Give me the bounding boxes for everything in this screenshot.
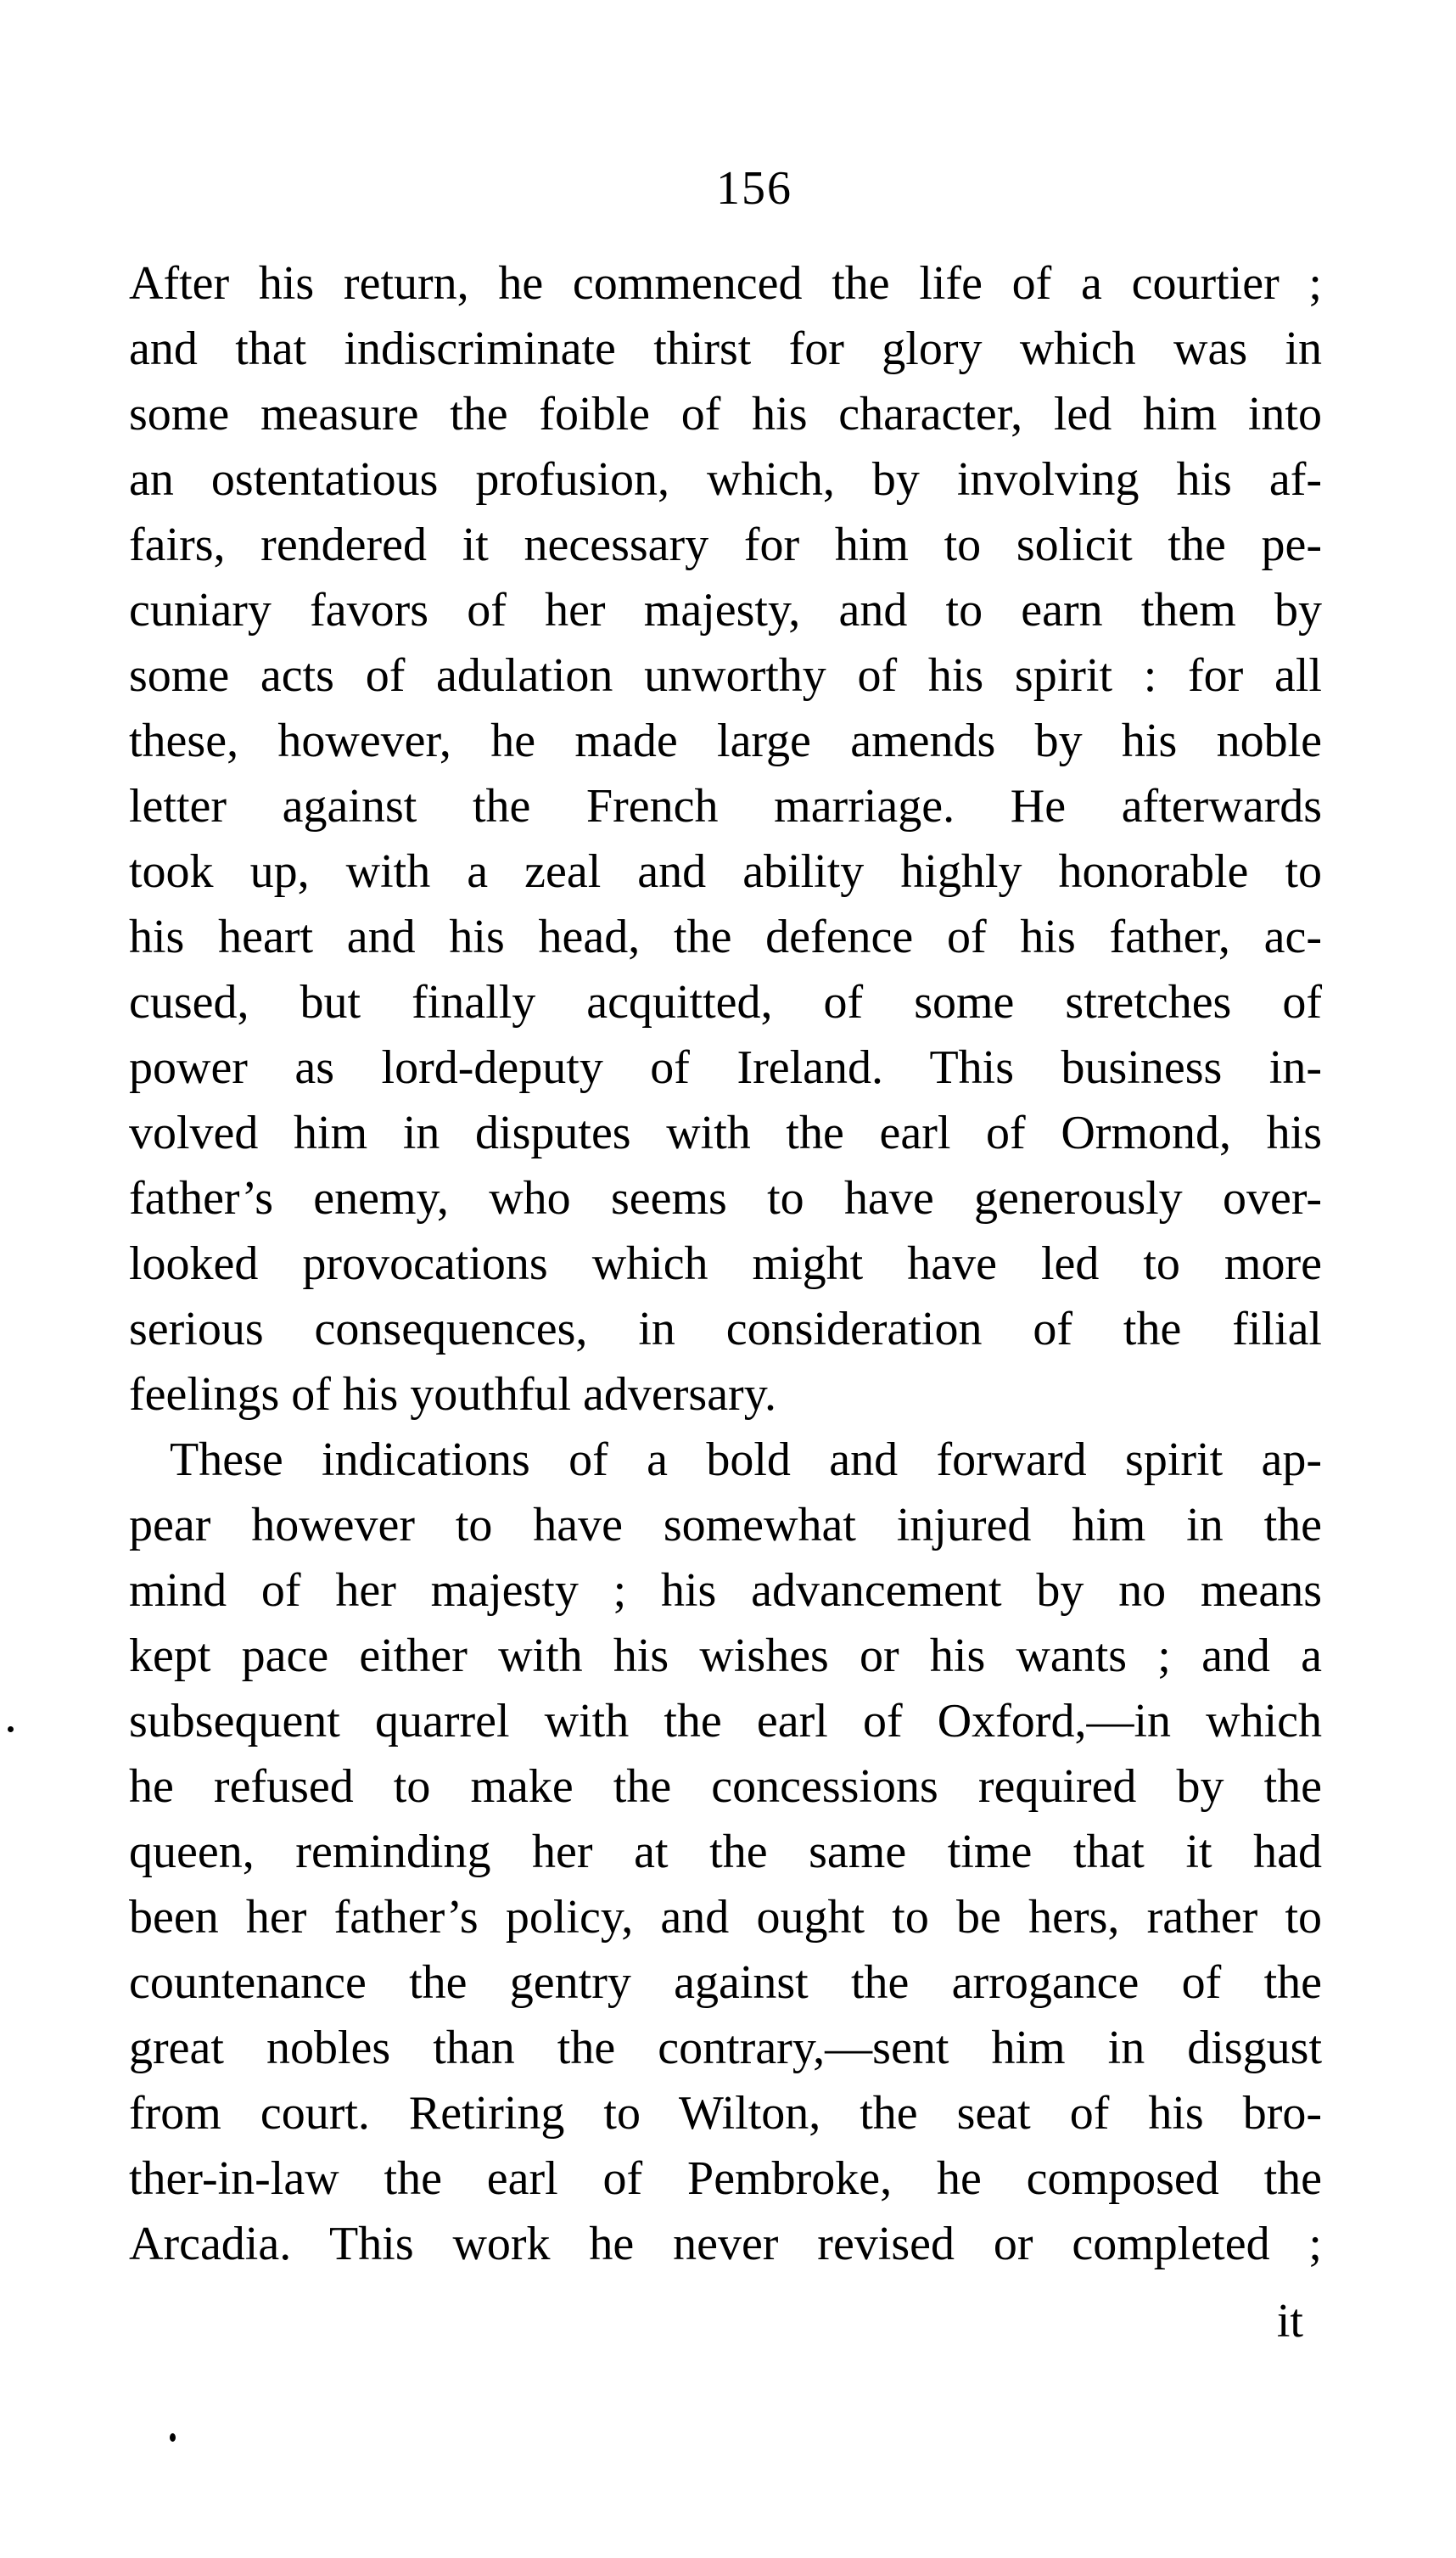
- text-line: serious consequences, in consideration of the filial: [129, 1303, 1322, 1355]
- text-line: letter against the French marriage. He afterwards: [129, 780, 1322, 833]
- text-line: his heart and his head, the defence of his father, ac-: [129, 911, 1322, 963]
- text-line: These indications of a bold and forward spirit ap-: [170, 1433, 1322, 1486]
- text-line: looked provocations which might have led to more: [129, 1237, 1322, 1290]
- text-line: power as lord-deputy of Ireland. This business in-: [129, 1041, 1322, 1094]
- text-line: kept pace either with his wishes or his wants ; and a: [129, 1630, 1322, 1682]
- text-line: Arcadia. This work he never revised or completed ;: [129, 2218, 1322, 2270]
- text-line: an ostentatious profusion, which, by involving his af-: [129, 453, 1322, 506]
- text-line: volved him in disputes with the earl of Ormond, his: [129, 1107, 1322, 1159]
- text-line: these, however, he made large amends by his noble: [129, 715, 1322, 767]
- text-line: took up, with a zeal and ability highly honorable to: [129, 845, 1322, 898]
- text-line: After his return, he commenced the life of a courtier ;: [129, 257, 1322, 310]
- ink-speck: [8, 1726, 14, 1732]
- text-line: mind of her majesty ; his advancement by no means: [129, 1564, 1322, 1617]
- paragraph: [129, 1428, 1322, 2277]
- catchword: it: [1276, 2295, 1303, 2348]
- paragraph: [129, 251, 1322, 1428]
- text-line: and that indiscriminate thirst for glory which was in: [129, 323, 1322, 375]
- body-text: [129, 251, 1322, 2354]
- text-line: cused, but finally acquitted, of some stretches of: [129, 976, 1322, 1029]
- text-line: father’s enemy, who seems to have generously over-: [129, 1172, 1322, 1225]
- text-line: great nobles than the contrary,—sent him in disgust: [129, 2022, 1322, 2074]
- text-line: subsequent quarrel with the earl of Oxford,—in which: [129, 1695, 1322, 1747]
- text-line: feelings of his youthful adversary.: [129, 1368, 777, 1421]
- text-line: pear however to have somewhat injured him in the: [129, 1499, 1322, 1551]
- page-number: 156: [716, 162, 792, 215]
- text-line: he refused to make the concessions required by the: [129, 1760, 1322, 1813]
- text-line: ther-in-law the earl of Pembroke, he composed the: [129, 2152, 1322, 2205]
- text-line: been her father’s policy, and ought to be hers, rather to: [129, 1891, 1322, 1944]
- text-line: some acts of adulation unworthy of his spirit : for all: [129, 649, 1322, 702]
- text-line: cuniary favors of her majesty, and to earn them by: [129, 584, 1322, 637]
- text-line: some measure the foible of his character, led him into: [129, 388, 1322, 440]
- ink-speck: [170, 2433, 176, 2442]
- text-line: queen, reminding her at the same time that it had: [129, 1826, 1322, 1878]
- text-line: fairs, rendered it necessary for him to solicit the pe-: [129, 519, 1322, 571]
- text-line: countenance the gentry against the arrogance of the: [129, 1956, 1322, 2009]
- text-line: from court. Retiring to Wilton, the seat of his bro-: [129, 2087, 1322, 2140]
